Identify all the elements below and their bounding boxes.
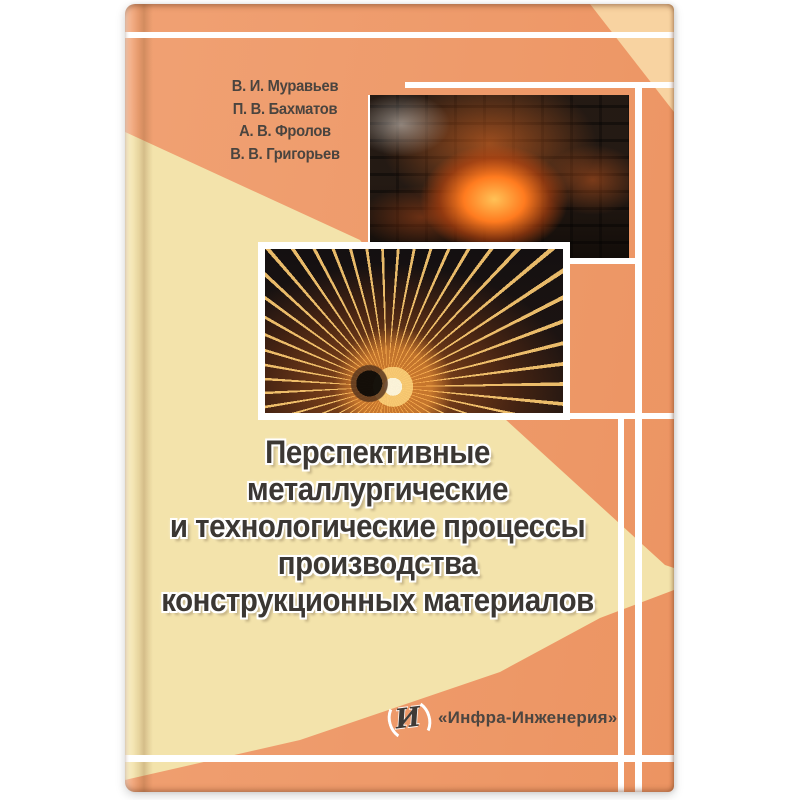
- author-name: П. В. Бахматов: [232, 100, 338, 118]
- author-name: В. В. Григорьев: [230, 145, 340, 163]
- sparks-photo: [258, 242, 570, 420]
- photo-frame-line-top: [405, 82, 674, 88]
- divider-line-top: [125, 32, 674, 38]
- publisher-block: [387, 698, 617, 738]
- author-name: В. И. Муравьев: [231, 78, 339, 95]
- title-line: производства: [277, 545, 478, 581]
- divider-line-vertical-inner: [618, 413, 624, 792]
- title-line: металлургические: [246, 471, 509, 507]
- publisher-logo-letter: И: [393, 701, 423, 735]
- book-cover: [125, 4, 674, 792]
- divider-line-vertical-outer: [635, 82, 642, 792]
- publisher-logo-icon: [387, 698, 429, 738]
- author-name: А. В. Фролов: [239, 123, 331, 140]
- divider-line-middle-right: [570, 413, 674, 419]
- publisher-name: «Инфра-Инженерия»: [438, 708, 618, 727]
- authors-block: [138, 76, 432, 166]
- title-line: конструкционных материалов: [161, 582, 594, 618]
- book-title: [145, 434, 610, 619]
- title-line: и технологические процессы: [169, 508, 586, 544]
- title-line: Перспективные: [265, 434, 490, 470]
- divider-line-bottom: [125, 755, 674, 762]
